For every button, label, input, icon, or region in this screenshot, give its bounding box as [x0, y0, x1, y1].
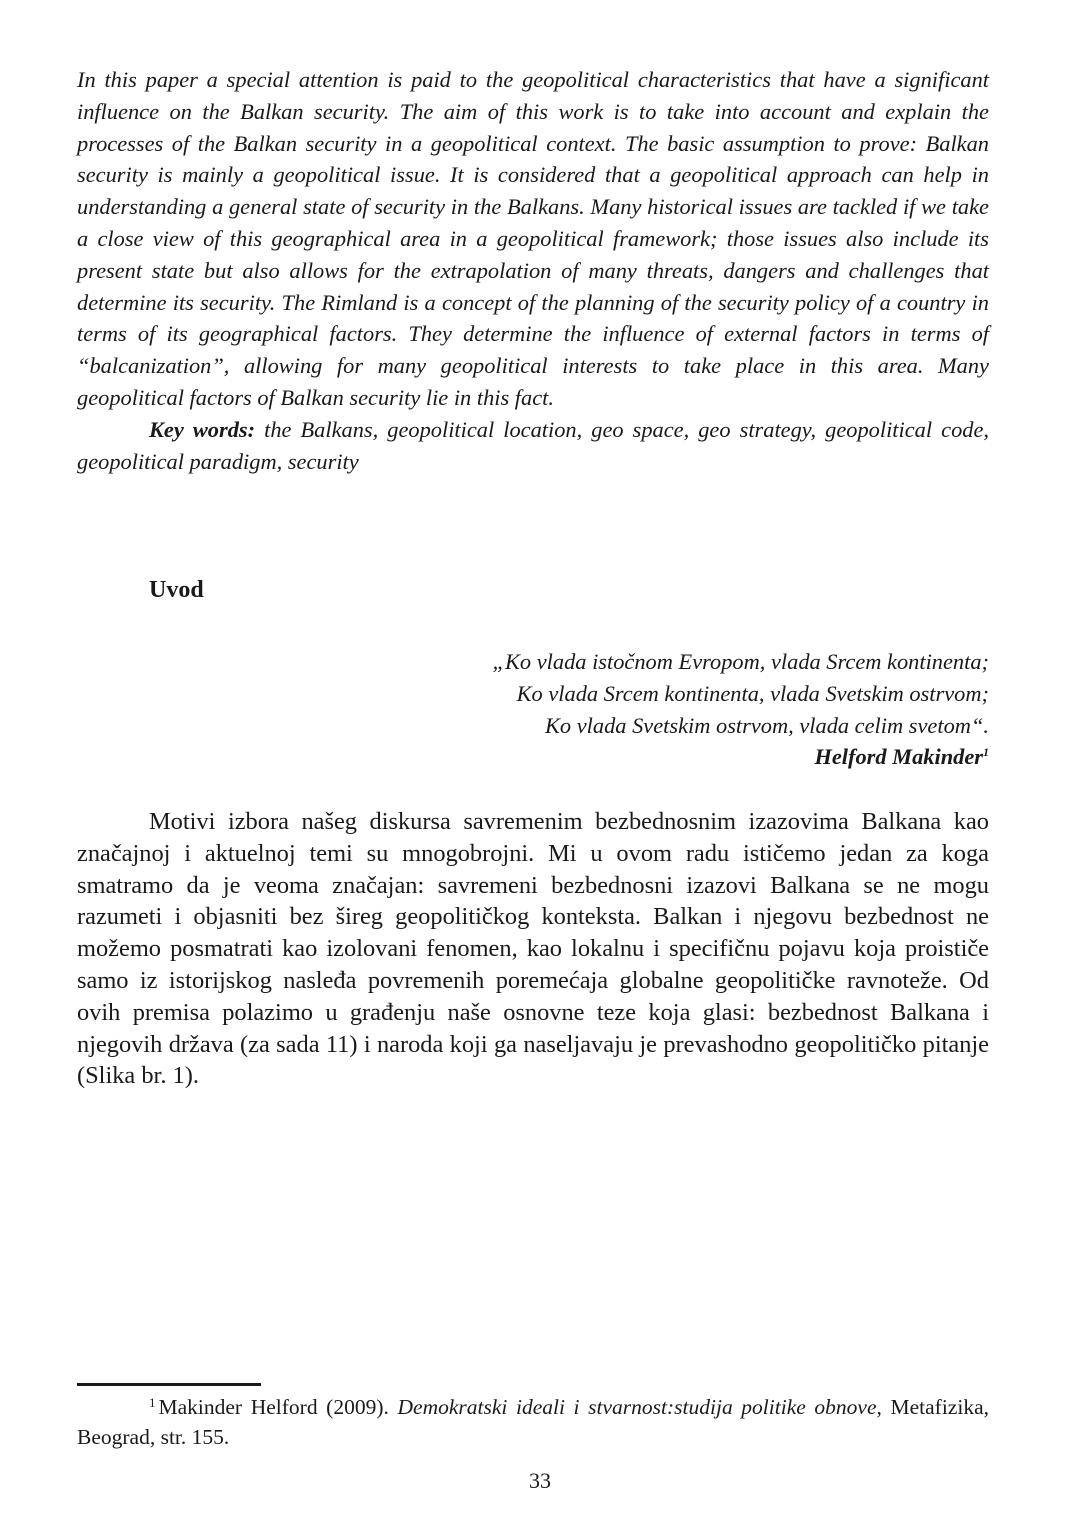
footnote-divider — [77, 1383, 261, 1386]
abstract-text: In this paper a special attention is paid to the geopolitical characteristics that have a significant influence on the Balkan security. The aim of this work is to take into account and explain the processes of the Balkan security in a geopolitical context. The basic assumption to prove: Balkan security is mainly a geopolitical issue. It is considered that a geopolitical approach can help in understanding a general state of security in the Balkans. Many historical issues are tackled if we take a close view of this geographical area in a geopolitical framework; those issues also include its present state but also allows for the extrapolation of many threats, dangers and challenges that determine its security. The Rimland is a concept of the planning of the security policy of a country in terms of its geographical factors. They determine the influence of external factors in terms of “balcanization”, allowing for many geopolitical interests to take place in this area. Many geopolitical factors of Balkan security lie in this fact. — [77, 67, 989, 410]
epigraph — [493, 646, 989, 773]
section-heading: Uvod — [149, 577, 204, 603]
author-name: Helford Makinder — [814, 744, 983, 770]
footnote-number: 1 — [149, 1395, 156, 1410]
epigraph-author — [493, 741, 989, 773]
footnote-reference[interactable]: 1 — [983, 745, 989, 760]
keywords-label: Key words: — [149, 416, 256, 442]
footnote — [77, 1392, 989, 1452]
body-paragraph: Motivi izbora našeg diskursa savremenim bezbednosnim izazovima Balkana kao značajnoj i aktuelnoj temi su mnogobrojni. Mi u ovom radu ističemo jedan za koga smatramo da je veoma značajan: savremeni bezbednosni izazovi Balkana se ne mogu razumeti i objasniti bez šireg geopolitičkog konteksta. Balkan i njegovu bezbednost ne možemo posmatrati kao izolovani fenomen, kao lokalnu i specifičnu pojavu koja proističe samo iz istorijskog nasleđa povremenih poremećaja globalne geopolitičke ravnoteže. Od ovih premisa polazimo u građenju naše osnovne teze koja glasi: bezbednost Balkana i njegovih država (za sada 11) i naroda koji ga naseljavaju je prevashodno geopolitičko pitanje (Slika br. 1). — [77, 808, 989, 1090]
keywords — [77, 414, 989, 478]
epigraph-line: Ko vlada Svetskim ostrvom, vlada celim svetom“. — [545, 712, 989, 738]
epigraph-line: „Ko vlada istočnom Evropom, vlada Srcem kontinenta; — [492, 649, 989, 674]
footnote-suffix: , Metafizika, Beograd, str. 155. — [77, 1395, 989, 1449]
abstract — [77, 64, 989, 477]
epigraph-line: Ko vlada Srcem kontinenta, vlada Svetskim ostrvom; — [516, 680, 989, 706]
footnote-prefix: Makinder Helford (2009). — [158, 1395, 398, 1419]
page-number: 33 — [529, 1468, 551, 1493]
footnote-title: Demokratski ideali i stvarnost:studija politike obnove — [397, 1395, 877, 1419]
keywords-list: the Balkans, geopolitical location, geo space, geo strategy, geopolitical code, geopolitical paradigm, security — [77, 416, 989, 474]
